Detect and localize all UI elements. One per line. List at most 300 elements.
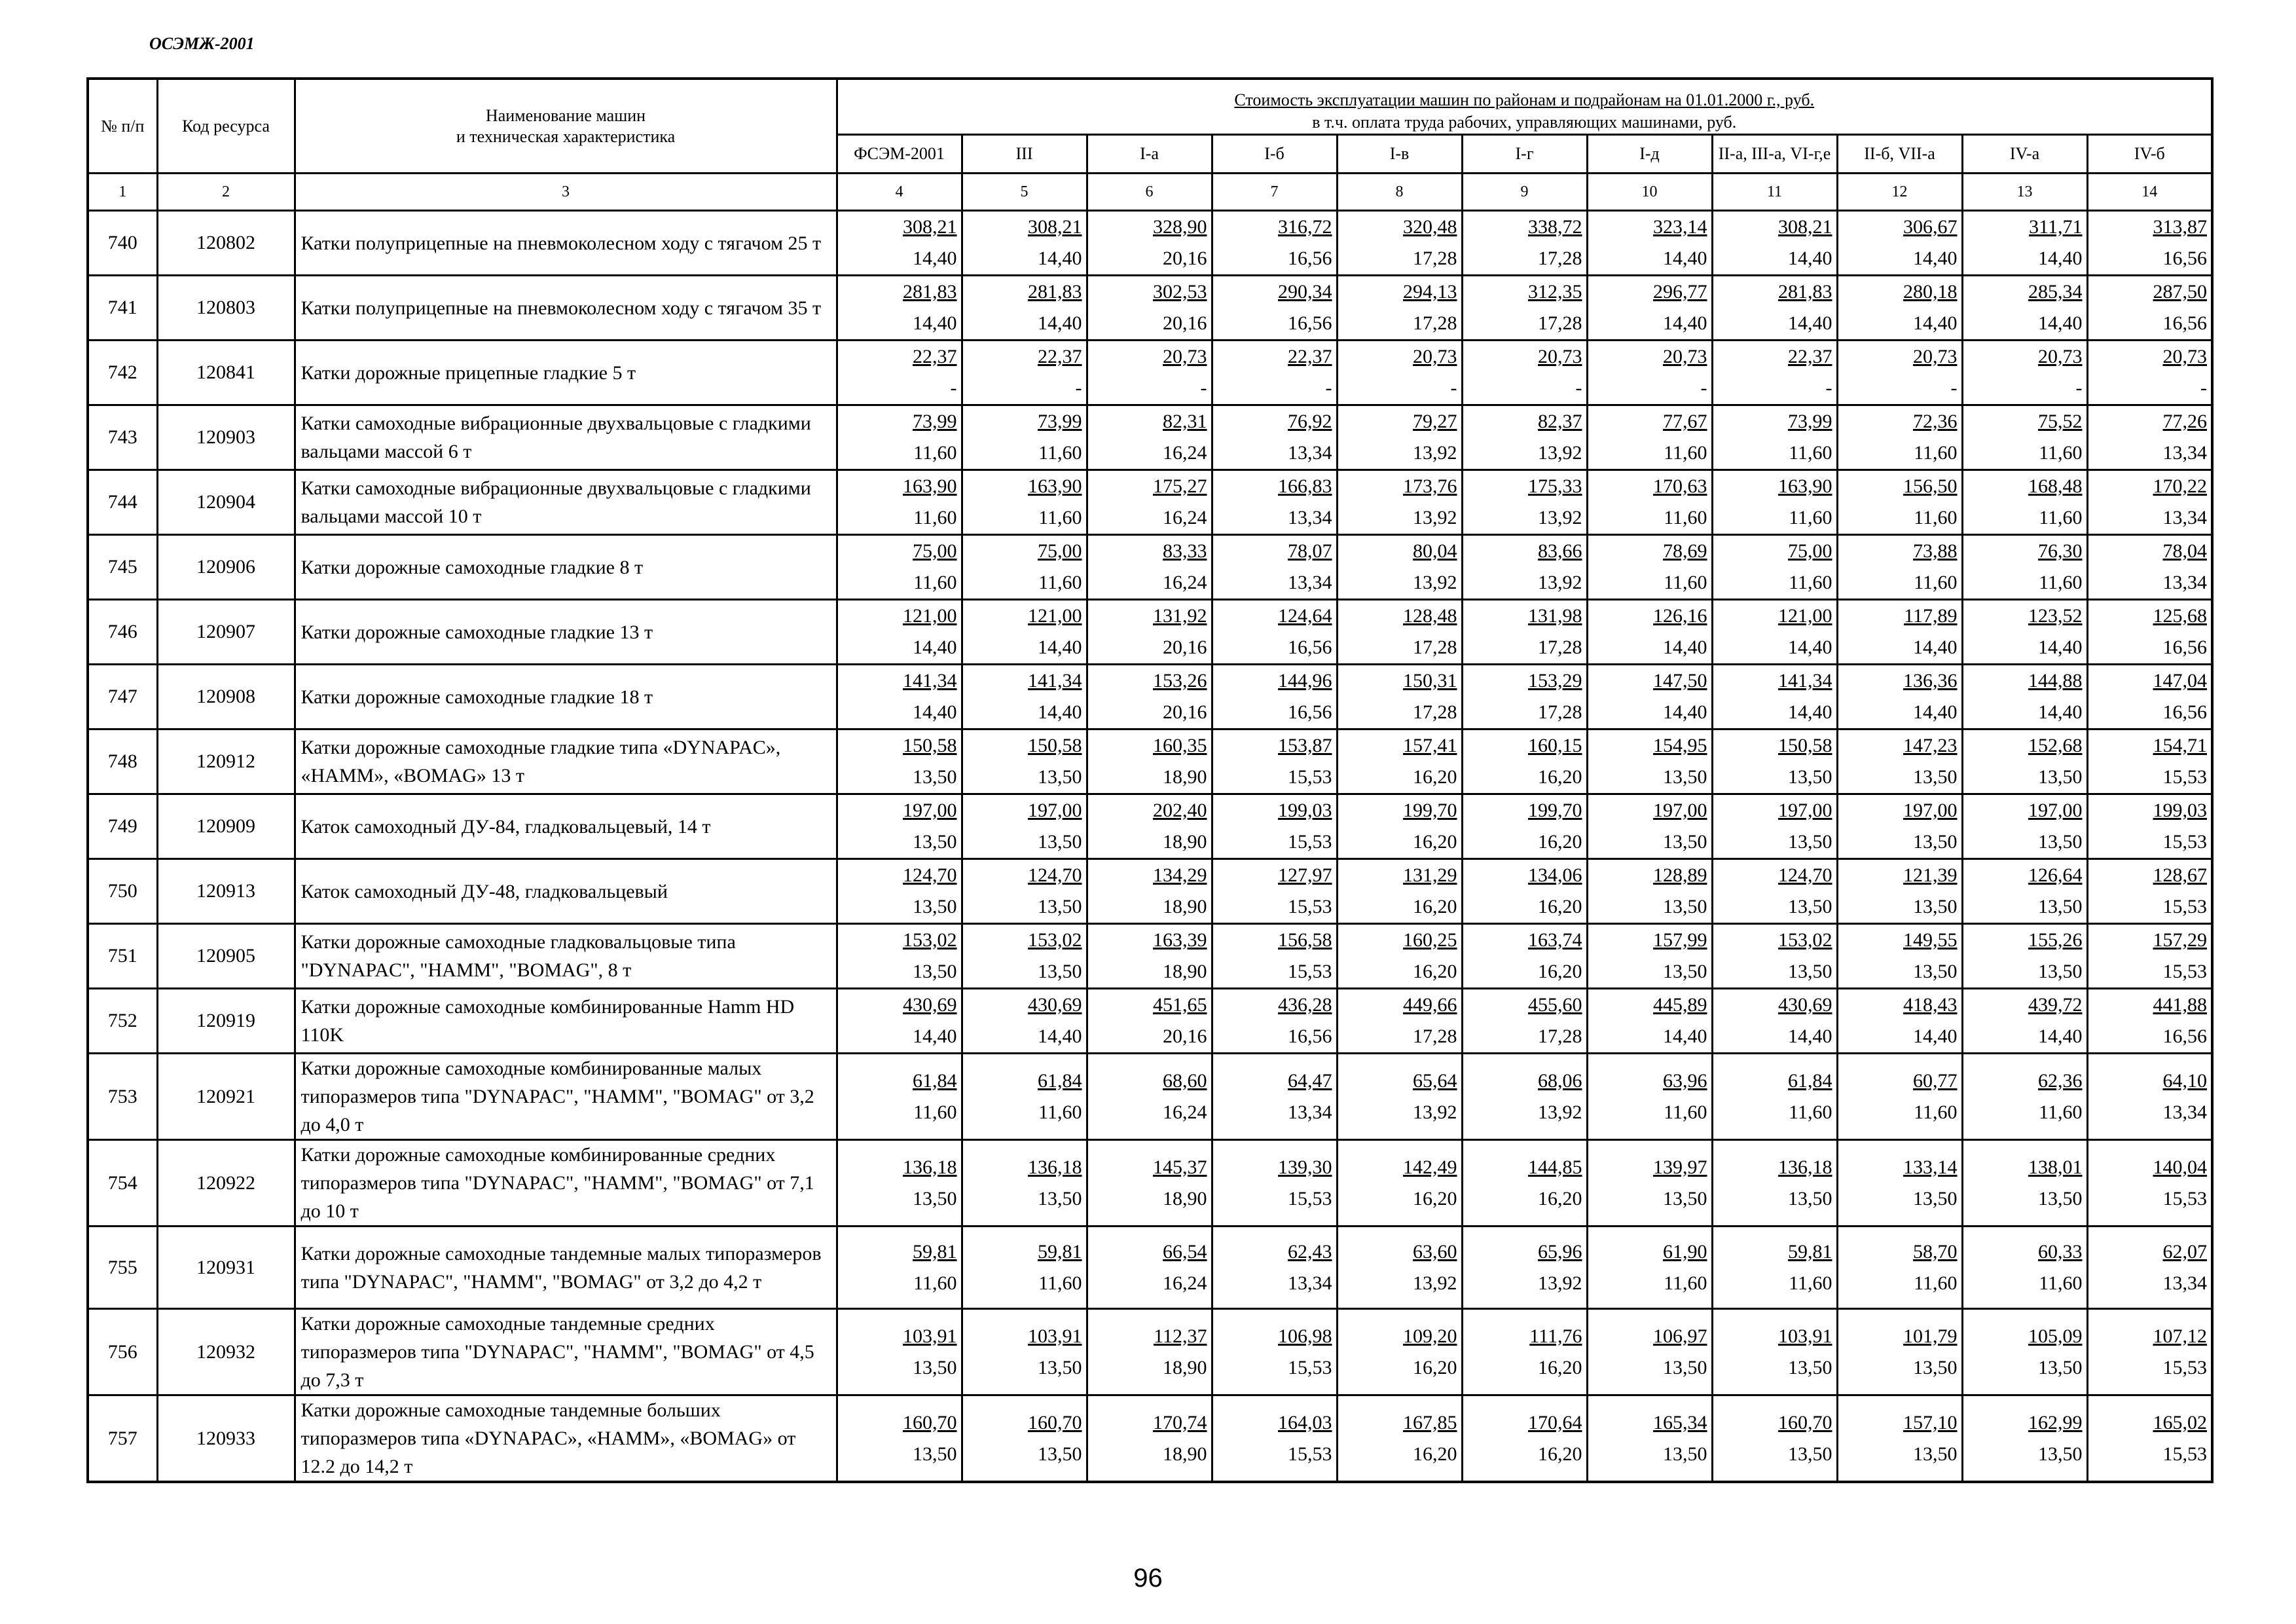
column-number: 9	[1462, 174, 1587, 211]
operating-cost: 128,89	[1653, 864, 1707, 886]
operating-cost: 313,87	[2153, 216, 2207, 238]
cost-cell	[837, 1140, 962, 1227]
labor-cost: 11,60	[2039, 442, 2083, 464]
machine-name: Катки самоходные вибрационные двухвальцовые с гладкими вальцами массой 10 т	[295, 470, 837, 535]
operating-cost: 59,81	[913, 1240, 957, 1263]
cost-cell	[1337, 276, 1462, 341]
cost-cell	[1212, 1227, 1337, 1309]
operating-cost: 60,33	[2038, 1240, 2083, 1263]
labor-cost: 13,50	[913, 766, 957, 788]
cost-cell	[1212, 665, 1337, 729]
cost-cell	[1462, 794, 1587, 859]
operating-cost: 62,36	[2038, 1069, 2083, 1092]
operating-cost: 136,18	[903, 1156, 957, 1178]
labor-cost: 11,60	[1789, 507, 1832, 528]
cost-cell	[1712, 1395, 1837, 1483]
operating-cost: 150,58	[903, 735, 957, 756]
row-number: 755	[88, 1227, 157, 1309]
cost-cell	[1087, 276, 1212, 341]
operating-cost: 281,83	[1028, 281, 1082, 303]
operating-cost: 308,21	[1778, 216, 1832, 238]
cost-cell	[1587, 665, 1712, 729]
operating-cost: 136,36	[1903, 670, 1958, 692]
operating-cost: 449,66	[1403, 994, 1457, 1016]
operating-cost: 73,88	[1913, 540, 1958, 562]
operating-cost: 124,70	[1778, 864, 1832, 886]
cost-cell	[1962, 1140, 2087, 1227]
table-row	[88, 665, 2212, 729]
labor-cost: 15,53	[1288, 1187, 1332, 1209]
cost-cell	[1962, 859, 2087, 924]
cost-cell	[962, 470, 1087, 535]
operating-cost: 302,53	[1153, 281, 1207, 303]
labor-cost: -	[1825, 377, 1832, 399]
machine-name: Катки самоходные вибрационные двухвальцовые с гладкими вальцами массой 6 т	[295, 405, 837, 470]
region-header: I-д	[1587, 135, 1712, 174]
operating-cost: 328,90	[1153, 216, 1207, 238]
operating-cost: 154,71	[2153, 735, 2207, 756]
region-header: II-б, VII-а	[1837, 135, 1962, 174]
cost-cell	[2087, 600, 2212, 665]
labor-cost: 13,50	[1038, 961, 1082, 982]
cost-cell	[1337, 535, 1462, 600]
cost-cell	[1212, 1309, 1337, 1395]
cost-cell	[962, 729, 1087, 794]
labor-cost: 17,28	[1413, 637, 1457, 658]
cost-cell	[837, 665, 962, 729]
cost-cell	[1087, 470, 1212, 535]
labor-cost: -	[1700, 377, 1707, 399]
column-number: 13	[1962, 174, 2087, 211]
operating-cost: 287,50	[2153, 281, 2207, 303]
labor-cost: -	[1575, 377, 1582, 399]
cost-cell	[1087, 729, 1212, 794]
cost-cell	[1587, 859, 1712, 924]
operating-cost: 131,92	[1153, 605, 1207, 627]
operating-cost: 290,34	[1278, 281, 1332, 303]
row-number: 741	[88, 276, 157, 341]
operating-cost: 150,58	[1028, 735, 1082, 756]
labor-cost: 16,20	[1538, 1443, 1582, 1465]
labor-cost: 14,40	[1913, 248, 1958, 269]
cost-cell	[837, 1227, 962, 1309]
cost-cell	[1837, 859, 1962, 924]
column-number: 6	[1087, 174, 1212, 211]
cost-cell	[1087, 1227, 1212, 1309]
cost-cell	[1962, 729, 2087, 794]
operating-cost: 133,14	[1903, 1156, 1958, 1178]
operating-cost: 153,29	[1528, 670, 1582, 692]
operating-cost: 418,43	[1903, 994, 1958, 1016]
cost-cell	[1462, 535, 1587, 600]
col-header-machine-name	[295, 79, 837, 174]
operating-cost: 166,83	[1278, 475, 1332, 497]
table-row	[88, 859, 2212, 924]
column-number: 2	[157, 174, 295, 211]
labor-cost: 16,20	[1538, 766, 1582, 788]
labor-cost: 13,50	[1038, 831, 1082, 853]
cost-cell	[1462, 924, 1587, 989]
labor-cost: 14,40	[1038, 312, 1082, 334]
cost-cell	[1212, 1395, 1337, 1483]
cost-cell	[1962, 924, 2087, 989]
row-number: 747	[88, 665, 157, 729]
region-header: I-а	[1087, 135, 1212, 174]
operating-cost: 76,30	[2038, 540, 2083, 562]
labor-cost: 13,50	[1788, 961, 1832, 982]
cost-cell	[1337, 859, 1462, 924]
page-number: 96	[1133, 1564, 1163, 1593]
cost-cell	[1462, 1227, 1587, 1309]
resource-code: 120841	[157, 341, 295, 405]
operating-cost: 103,91	[1778, 1325, 1832, 1347]
cost-cell	[1962, 1395, 2087, 1483]
labor-cost: 16,56	[1288, 312, 1332, 334]
labor-cost: 13,50	[1913, 1187, 1958, 1209]
operating-cost: 160,70	[903, 1411, 957, 1433]
labor-cost: 13,50	[1038, 896, 1082, 917]
labor-cost: 15,53	[2162, 961, 2207, 982]
labor-cost: 13,50	[913, 1443, 957, 1465]
labor-cost: 13,50	[913, 1187, 957, 1209]
cost-cell	[1087, 924, 1212, 989]
cost-cell	[1337, 1054, 1462, 1140]
operating-cost: 144,85	[1528, 1156, 1582, 1178]
cost-cell	[837, 600, 962, 665]
table-row	[88, 211, 2212, 276]
labor-cost: 18,90	[1163, 831, 1207, 853]
labor-cost: 13,50	[1788, 831, 1832, 853]
col-header-machine-name-line2: и техническая характеристика	[456, 126, 676, 146]
labor-cost: 15,53	[2162, 1187, 2207, 1209]
labor-cost: 13,92	[1413, 442, 1457, 464]
operating-cost: 153,87	[1278, 735, 1332, 756]
cost-cell	[1462, 405, 1587, 470]
operating-cost: 199,03	[1278, 800, 1332, 821]
machine-name: Каток самоходный ДУ-48, гладковальцевый	[295, 859, 837, 924]
labor-cost: -	[1075, 377, 1082, 399]
operating-cost: 22,37	[1788, 346, 1832, 367]
operating-cost: 160,15	[1528, 735, 1582, 756]
labor-cost: 13,50	[1663, 961, 1707, 982]
labor-cost: 14,40	[1038, 1025, 1082, 1047]
operating-cost: 68,06	[1538, 1069, 1582, 1092]
labor-cost: 13,50	[1038, 1187, 1082, 1209]
labor-cost: 13,50	[2038, 1187, 2083, 1209]
cost-cell	[1837, 1309, 1962, 1395]
resource-code: 120921	[157, 1054, 295, 1140]
cost-cell	[1087, 859, 1212, 924]
labor-cost: 13,50	[1788, 1356, 1832, 1378]
operating-cost: 76,92	[1288, 411, 1332, 432]
region-header: I-б	[1212, 135, 1337, 174]
operating-cost: 65,64	[1413, 1069, 1457, 1092]
labor-cost: 13,50	[1663, 1187, 1707, 1209]
cost-cell	[1587, 729, 1712, 794]
cost-cell	[1962, 470, 2087, 535]
cost-cell	[1462, 729, 1587, 794]
machine-name: Катки дорожные самоходные тандемные малых типоразмеров типа "DYNAPAC", "HAMM", "BOMAG" от 3,2 до 4,2 т	[295, 1227, 837, 1309]
column-number: 10	[1587, 174, 1712, 211]
operating-cost: 78,07	[1288, 540, 1332, 562]
labor-cost: 13,34	[2162, 1101, 2207, 1123]
labor-cost: 14,40	[1038, 637, 1082, 658]
operating-cost: 168,48	[2028, 475, 2083, 497]
labor-cost: 15,53	[1288, 766, 1332, 788]
cost-caption-line2: в т.ч. оплата труда рабочих, управляющих машинами, руб.	[1312, 113, 1737, 132]
cost-cell	[962, 665, 1087, 729]
cost-caption	[837, 79, 2212, 135]
cost-cell	[1587, 989, 1712, 1054]
operating-cost: 139,97	[1653, 1156, 1707, 1178]
cost-cell	[1837, 211, 1962, 276]
cost-cell	[1587, 1395, 1712, 1483]
machine-name: Катки дорожные самоходные гладкие типа «DYNAPAC», «HAMM», «BOMAG» 13 т	[295, 729, 837, 794]
labor-cost: 17,28	[1538, 701, 1582, 723]
column-number: 5	[962, 174, 1087, 211]
cost-cell	[2087, 1395, 2212, 1483]
labor-cost: 14,40	[1663, 312, 1707, 334]
cost-cell	[1462, 600, 1587, 665]
operating-cost: 197,00	[1653, 800, 1707, 821]
cost-cell	[1587, 600, 1712, 665]
labor-cost: 17,28	[1538, 248, 1582, 269]
operating-cost: 20,73	[2038, 346, 2083, 367]
labor-cost: 11,60	[2039, 572, 2083, 593]
operating-cost: 163,39	[1153, 929, 1207, 951]
operating-cost: 197,00	[1903, 800, 1958, 821]
operating-cost: 144,96	[1278, 670, 1332, 692]
cost-cell	[1212, 276, 1337, 341]
labor-cost: 11,60	[2039, 507, 2083, 528]
labor-cost: 16,56	[2162, 312, 2207, 334]
labor-cost: 17,28	[1413, 701, 1457, 723]
cost-cell	[2087, 1309, 2212, 1395]
cost-cell	[1837, 1227, 1962, 1309]
labor-cost: 14,40	[913, 701, 957, 723]
labor-cost: 15,53	[1288, 831, 1332, 853]
resource-code: 120802	[157, 211, 295, 276]
region-header: I-в	[1337, 135, 1462, 174]
labor-cost: 14,40	[913, 312, 957, 334]
operating-cost: 106,98	[1278, 1325, 1332, 1347]
machine-cost-table	[86, 77, 2214, 1483]
cost-cell	[1837, 470, 1962, 535]
operating-cost: 163,90	[1778, 475, 1832, 497]
labor-cost: 17,28	[1413, 1025, 1457, 1047]
labor-cost: 14,40	[2038, 701, 2083, 723]
row-number: 749	[88, 794, 157, 859]
operating-cost: 22,37	[1038, 346, 1082, 367]
labor-cost: 13,50	[1038, 1443, 1082, 1465]
cost-cell	[2087, 794, 2212, 859]
labor-cost: 15,53	[2162, 766, 2207, 788]
labor-cost: 14,40	[1788, 637, 1832, 658]
labor-cost: 17,28	[1538, 312, 1582, 334]
labor-cost: 16,20	[1413, 1356, 1457, 1378]
row-number: 740	[88, 211, 157, 276]
operating-cost: 136,18	[1028, 1156, 1082, 1178]
resource-code: 120909	[157, 794, 295, 859]
table-row	[88, 989, 2212, 1054]
labor-cost: 13,34	[2162, 507, 2207, 528]
labor-cost: 16,24	[1163, 1101, 1207, 1123]
cost-cell	[1712, 729, 1837, 794]
labor-cost: 16,20	[1538, 961, 1582, 982]
row-number: 743	[88, 405, 157, 470]
machine-name: Катки дорожные самоходные тандемные средних типоразмеров типа "DYNAPAC", "HAMM", "BOMAG" от 4,5 до 7,3 т	[295, 1309, 837, 1395]
cost-cell	[1962, 989, 2087, 1054]
operating-cost: 173,76	[1403, 475, 1457, 497]
labor-cost: 18,90	[1163, 1187, 1207, 1209]
cost-cell	[962, 1309, 1087, 1395]
table-row	[88, 600, 2212, 665]
operating-cost: 157,29	[2153, 929, 2207, 951]
cost-cell	[1462, 341, 1587, 405]
labor-cost: 16,20	[1538, 1356, 1582, 1378]
labor-cost: 13,92	[1538, 1272, 1582, 1294]
document-header: ОСЭМЖ-2001	[149, 34, 255, 53]
operating-cost: 126,64	[2028, 864, 2083, 886]
operating-cost: 165,02	[2153, 1411, 2207, 1433]
operating-cost: 59,81	[1788, 1240, 1832, 1263]
resource-code: 120907	[157, 600, 295, 665]
labor-cost: 15,53	[1288, 1356, 1332, 1378]
cost-cell	[1087, 1309, 1212, 1395]
machine-name: Катки дорожные самоходные гладкие 8 т	[295, 535, 837, 600]
cost-cell	[1212, 405, 1337, 470]
operating-cost: 64,47	[1288, 1069, 1332, 1092]
cost-cell	[1712, 1140, 1837, 1227]
labor-cost: 11,60	[913, 572, 957, 593]
labor-cost: 11,60	[1664, 507, 1707, 528]
cost-cell	[1712, 924, 1837, 989]
labor-cost: 11,60	[1664, 1101, 1707, 1123]
labor-cost: 13,50	[2038, 1356, 2083, 1378]
operating-cost: 451,65	[1153, 994, 1207, 1016]
resource-code: 120906	[157, 535, 295, 600]
operating-cost: 164,03	[1278, 1411, 1332, 1433]
column-number: 8	[1337, 174, 1462, 211]
labor-cost: 11,60	[913, 507, 957, 528]
operating-cost: 20,73	[1913, 346, 1958, 367]
operating-cost: 68,60	[1163, 1069, 1207, 1092]
operating-cost: 22,37	[1288, 346, 1332, 367]
cost-cell	[2087, 1054, 2212, 1140]
labor-cost: 16,20	[1413, 766, 1457, 788]
resource-code: 120912	[157, 729, 295, 794]
labor-cost: 11,60	[1038, 442, 1082, 464]
resource-code: 120904	[157, 470, 295, 535]
cost-caption-line1: Стоимость эксплуатации машин по районам и подрайонам на 01.01.2000 г., руб.	[1234, 90, 1815, 109]
cost-cell	[1087, 989, 1212, 1054]
labor-cost: 16,20	[1413, 961, 1457, 982]
labor-cost: 16,20	[1413, 831, 1457, 853]
cost-cell	[1587, 405, 1712, 470]
cost-cell	[1962, 1227, 2087, 1309]
labor-cost: 14,40	[1913, 701, 1958, 723]
machine-name: Каток самоходный ДУ-84, гладковальцевый, 14 т	[295, 794, 837, 859]
operating-cost: 72,36	[1913, 411, 1958, 432]
cost-cell	[962, 600, 1087, 665]
labor-cost: 13,34	[2162, 1272, 2207, 1294]
resource-code: 120931	[157, 1227, 295, 1309]
labor-cost: 13,50	[1038, 1356, 1082, 1378]
operating-cost: 149,55	[1903, 929, 1958, 951]
cost-cell	[1712, 341, 1837, 405]
cost-cell	[1462, 1309, 1587, 1395]
operating-cost: 103,91	[903, 1325, 957, 1347]
operating-cost: 197,00	[2028, 800, 2083, 821]
operating-cost: 121,00	[903, 605, 957, 627]
labor-cost: 11,60	[2039, 1101, 2083, 1123]
cost-cell	[1962, 1054, 2087, 1140]
operating-cost: 441,88	[2153, 994, 2207, 1016]
cost-cell	[1837, 1054, 1962, 1140]
labor-cost: 16,20	[1413, 1443, 1457, 1465]
operating-cost: 123,52	[2028, 605, 2083, 627]
labor-cost: 16,20	[1538, 831, 1582, 853]
operating-cost: 106,97	[1653, 1325, 1707, 1347]
operating-cost: 163,90	[1028, 475, 1082, 497]
operating-cost: 156,58	[1278, 929, 1332, 951]
column-number: 11	[1712, 174, 1837, 211]
operating-cost: 111,76	[1529, 1325, 1582, 1347]
cost-cell	[1337, 794, 1462, 859]
operating-cost: 153,26	[1153, 670, 1207, 692]
cost-cell	[837, 1054, 962, 1140]
labor-cost: 15,53	[2162, 1443, 2207, 1465]
operating-cost: 160,25	[1403, 929, 1457, 951]
operating-cost: 144,88	[2028, 670, 2083, 692]
labor-cost: 13,50	[1913, 766, 1958, 788]
cost-cell	[1337, 665, 1462, 729]
cost-cell	[1712, 600, 1837, 665]
row-number: 742	[88, 341, 157, 405]
labor-cost: 13,50	[1913, 1443, 1958, 1465]
operating-cost: 124,70	[1028, 864, 1082, 886]
labor-cost: 15,53	[1288, 1443, 1332, 1465]
cost-cell	[962, 405, 1087, 470]
cost-cell	[1087, 341, 1212, 405]
labor-cost: 13,92	[1413, 1101, 1457, 1123]
cost-cell	[1337, 729, 1462, 794]
operating-cost: 128,67	[2153, 864, 2207, 886]
cost-cell	[962, 1395, 1087, 1483]
operating-cost: 296,77	[1653, 281, 1707, 303]
operating-cost: 320,48	[1403, 216, 1457, 238]
labor-cost: 20,16	[1163, 637, 1207, 658]
labor-cost: 16,56	[1288, 248, 1332, 269]
operating-cost: 138,01	[2028, 1156, 2083, 1178]
labor-cost: 17,28	[1413, 312, 1457, 334]
labor-cost: 13,50	[2038, 766, 2083, 788]
labor-cost: 13,50	[913, 1356, 957, 1378]
row-number: 754	[88, 1140, 157, 1227]
cost-cell	[1087, 211, 1212, 276]
labor-cost: 13,34	[1288, 1101, 1332, 1123]
operating-cost: 430,69	[1778, 994, 1832, 1016]
operating-cost: 199,70	[1528, 800, 1582, 821]
labor-cost: 13,50	[1913, 896, 1958, 917]
machine-name: Катки дорожные самоходные комбинированные малых типоразмеров типа "DYNAPAC", "HAMM", "BOMAG" от 3,2 до 4,0 т	[295, 1054, 837, 1140]
labor-cost: 11,60	[913, 1272, 957, 1294]
operating-cost: 59,81	[1038, 1240, 1082, 1263]
labor-cost: 18,90	[1163, 1443, 1207, 1465]
labor-cost: -	[2200, 377, 2207, 399]
cost-cell	[2087, 211, 2212, 276]
cost-cell	[1587, 1054, 1712, 1140]
